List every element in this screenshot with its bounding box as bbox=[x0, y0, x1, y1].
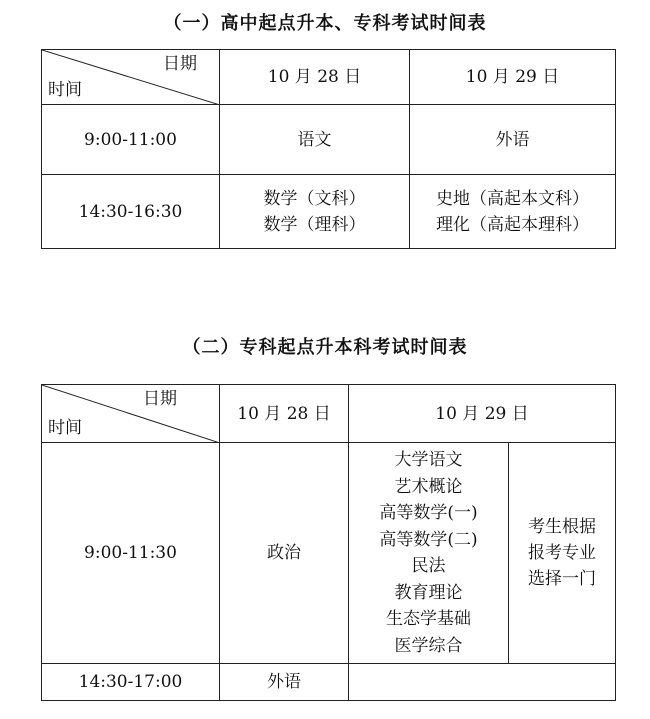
note-line: 报考专业 bbox=[528, 543, 596, 563]
schedule-table-2 bbox=[41, 384, 616, 701]
subject-cell: 外语 bbox=[410, 105, 616, 175]
subject-option: 高等数学(一) bbox=[379, 503, 478, 523]
header-corner-cell bbox=[42, 385, 220, 443]
date-header-day1: 10 月 28 日 bbox=[220, 50, 410, 105]
subject-line: 数学（理科） bbox=[263, 214, 366, 235]
subject-cell bbox=[349, 664, 616, 701]
subject-cell: 语文 bbox=[220, 105, 410, 175]
subject-line: 理化（高起本理科） bbox=[436, 214, 589, 235]
subject-option: 民法 bbox=[411, 556, 446, 576]
subject-line: 数学（文科） bbox=[263, 188, 366, 209]
date-axis-label: 日期 bbox=[143, 389, 177, 409]
header-corner-cell bbox=[42, 50, 220, 105]
note-line: 选择一门 bbox=[528, 569, 596, 589]
subject-option: 教育理论 bbox=[394, 582, 463, 603]
date-header-day2: 10 月 29 日 bbox=[349, 385, 616, 443]
subject-option: 艺术概论 bbox=[394, 476, 463, 497]
subject-option: 高等数学(二) bbox=[379, 529, 478, 550]
schedule-table-1 bbox=[41, 49, 616, 249]
time-slot-cell: 9:00-11:00 bbox=[42, 105, 220, 175]
subject-option: 大学语文 bbox=[394, 450, 463, 470]
section2-title: （二）专科起点升本科考试时间表 bbox=[182, 337, 468, 358]
time-axis-label: 时间 bbox=[48, 80, 82, 100]
subject-cell: 政治 bbox=[220, 443, 349, 664]
time-axis-label: 时间 bbox=[48, 418, 82, 438]
subject-option: 医学综合 bbox=[394, 635, 463, 656]
section1-title: （一）高中起点升本、专科考试时间表 bbox=[163, 13, 487, 34]
date-header-day1: 10 月 28 日 bbox=[220, 385, 349, 443]
subject-list-cell bbox=[349, 443, 509, 664]
note-line: 考生根据 bbox=[528, 517, 596, 537]
subject-cell bbox=[220, 175, 410, 249]
time-slot-cell: 9:00-11:30 bbox=[42, 443, 220, 664]
date-header-day2: 10 月 29 日 bbox=[410, 50, 616, 105]
subject-line: 史地（高起本文科） bbox=[436, 188, 589, 209]
date-axis-label: 日期 bbox=[163, 54, 197, 74]
subject-cell bbox=[410, 175, 616, 249]
time-slot-cell: 14:30-17:00 bbox=[42, 664, 220, 701]
subject-cell: 外语 bbox=[220, 664, 349, 701]
time-slot-cell: 14:30-16:30 bbox=[42, 175, 220, 249]
subject-option: 生态学基础 bbox=[386, 609, 471, 629]
note-cell bbox=[509, 443, 616, 664]
